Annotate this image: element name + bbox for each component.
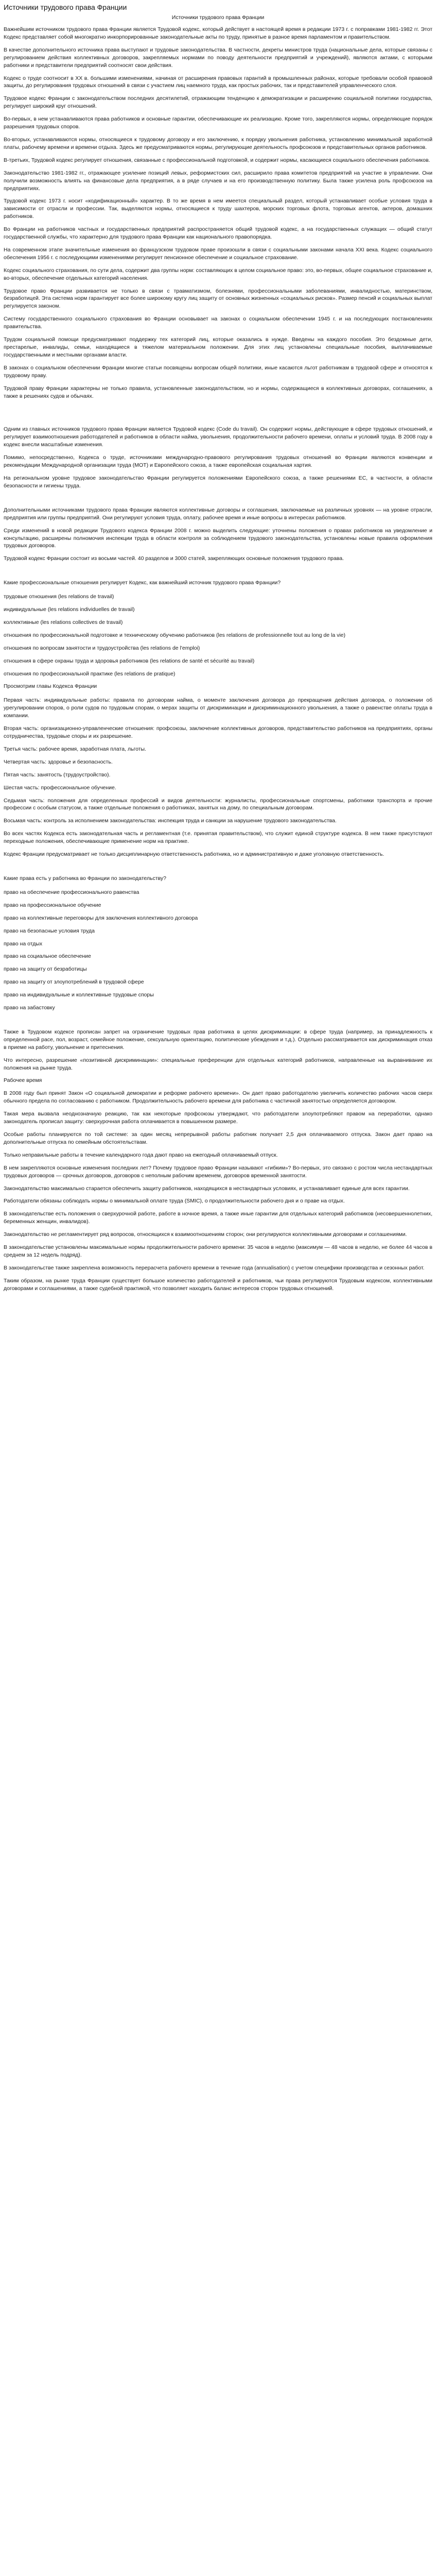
relations-list	[4, 593, 432, 677]
paragraph: Систему государственного социального страхования во Франции основывает на законах о социальном обеспечении 1945 г. и на последующих постановлениях правительства.	[4, 316, 432, 330]
paragraph: Кодекс социального страхования, по сути дела, содержит два группы норм: составляющих в целом социальное право: это, во-первых, общее социальное страхование и, во-вторых, обеспечение отдельных категорий населения.	[4, 267, 432, 281]
paragraph: Во Франции на работников частных и государственных предприятий распространяется общий трудовой кодекс, а на государственных служащих — общий статут государственной службы, что характерно для трудового права Франции как национального правопорядка.	[4, 226, 432, 241]
paragraph: Шестая часть: профессиональное обучение.	[4, 784, 116, 791]
question-heading: Какие профессиональные отношения регулирует Кодекс, как важнейший источник трудового права Франции?	[4, 580, 281, 586]
paragraph: Дополнительными источниками трудового права Франции являются коллективные договоры и соглашения, заключаемые на различных уровнях — на уровне отрасли, предприятия или группы предприятий. Они регулируют условия труда, оплату, рабочее время и иные вопросы в интересах работников.	[4, 506, 432, 521]
rights-list	[4, 889, 432, 1012]
list-item: отношения по профессиональной подготовке и техническому обучению работников (les relations de professionnelle tout au long de la vie)	[4, 632, 345, 638]
list-item: трудовые отношения (les relations de travail)	[4, 594, 114, 600]
paragraph: Трудовой праву Франции характерны не только правила, установленные законодательством, но и нормы, содержащиеся в коллективных договорах, соглашениях, а также в решениях судов и обычаях.	[4, 385, 432, 399]
list-item: право на коллективные переговоры для заключения коллективного договора	[4, 914, 198, 921]
paragraph: Трудом социальной помощи предусматривают поддержку тех категорий лиц, которые оказались в нужде. Введены на каждого пособия. Это бездомные дети, престарелые, инвалиды, семьи, находящиеся в тяжелом материальном положении. Для этих лиц установлены специальные пособия, выплачиваемые государственными и местными органами власти.	[4, 336, 432, 358]
list-item: право на защиту от безработицы	[4, 966, 87, 973]
paragraph: Вторая часть: организационно-управленческие отношения: профсоюзы, заключение коллективных договоров, представительство работников на предприятиях, органы сотрудничества, трудовые споры и их разрешение.	[4, 725, 432, 739]
paragraph: Законодательство 1981-1982 гг., отражающее усиление позиций левых, реформистских сил, расширило права комитетов предприятий на участие в управлении. Они получили возможность влиять на финансовые дела предприятия, а в ряде случаев и на его производственную политику. Была также усилена роль профсоюзов на предприятиях.	[4, 170, 432, 192]
list-item: право на индивидуальные и коллективные трудовые споры	[4, 992, 154, 998]
middle-section	[4, 426, 432, 489]
paragraph: В-третьих, Трудовой кодекс регулирует отношения, связанные с профессиональной подготовкой, и содержит нормы, касающиеся социального обеспечения работников.	[4, 157, 430, 163]
paragraph: Таким образом, на рынке труда Франции существует большое количество работодателей и работников, чьи права регулируются Трудовым кодексом, коллективными договорами и соглашениями, а также судебной практикой, что позволяет находить баланс интересов сторон трудовых отношений.	[4, 1277, 432, 1292]
paragraph: Во всех частях Кодекса есть законодательная часть и регламентная (т.е. принятая правительством), что служит единой структуре кодекса. В нем также присутствуют переходные положения, обеспечивающие применение норм на практике.	[4, 831, 432, 845]
paragraph: Первая часть: индивидуальные работы: правила по договорам найма, о моменте заключения договора до прекращения действия договора, о положении об урегулировании споров, о роли судов по трудовым спорам, о мерах защиты от дискриминации и дискриминационного увольнения, а также о равенстве оплаты труда в компании.	[4, 697, 432, 719]
list-item: право на социальное обеспечение	[4, 953, 91, 960]
paragraph: На региональном уровне трудовое законодательство Франции регулируется положениями Европейского союза, а также решениями ЕС, в частности, в области безопасности и гигиены труда.	[4, 474, 432, 489]
paragraph: В 2008 году был принят Закон «О социальной демократии и реформе рабочего времени». Он дает право работодателю увеличить количество рабочих часов сверх обычного предела по согласованию с работником. Продолжительность рабочего времени для работника с частичной занятостью определяется договором.	[4, 1090, 432, 1105]
list-item: право на безопасные условия труда	[4, 927, 95, 934]
list-item: отношения в сфере охраны труда и здоровья работников (les relations de santé et sécurité au travail)	[4, 657, 255, 664]
paragraph: В законодательстве есть положения о сверхурочной работе, работе в ночное время, а также иные гарантии для отдельных категорий работников (несовершеннолетних, беременных женщин, инвалидов).	[4, 1211, 432, 1225]
paragraph: В законодательстве установлены максимальные нормы продолжительности рабочего времени: 35 часов в неделю (максимум — 48 часов в неделю, не более 44 часов в среднем за 12 недель подряд).	[4, 1244, 432, 1258]
paragraph: Особые работы планируются по той системе: за один месяц непрерывной работы работник получает 2,5 дня оплачиваемого отпуска. Закон дает право на дополнительные отпуска по семейным обстоятельствам.	[4, 1131, 432, 1145]
paragraph: На современном этапе значительные изменения во французском трудовом праве произошли в связи с социальными законами начала XXI века. Кодекс социального обеспечения 1956 г. с последующими изменениями регулирует пенсионное обеспечение и социальное страхование.	[4, 246, 432, 261]
paragraph: Во-первых, в нем устанавливаются права работников и основные гарантии, обеспечивающие их реализацию. Кроме того, закрепляются нормы, определяющие порядок разрешения трудовых споров.	[4, 116, 432, 130]
paragraph: Работодатели обязаны соблюдать нормы о минимальной оплате труда (SMIC), о продолжительности рабочего дня и о праве на отдых.	[4, 1198, 345, 1205]
paragraph: Трудовой кодекс Франции состоит из восьми частей. 40 разделов и 3000 статей, закрепляющих основные положения трудового права.	[4, 555, 344, 562]
list-item: индивидуальные (les relations individuelles de travail)	[4, 606, 135, 613]
paragraph: Во-вторых, устанавливаются нормы, относящиеся к трудовому договору и его заключению, к порядку увольнения работника, установлению минимальной заработной платы, рабочему времени и времени отдыха. Здесь же предусматриваются нормы, регулирующие деятельность профсоюзов и представительных органов работников.	[4, 136, 432, 150]
paragraph: В законодательстве также закреплена возможность перерасчета рабочего времени в течение года (annualisation) с учетом специфики производства и сезонных работ.	[4, 1264, 425, 1271]
question-heading: Какие права есть у работника во Франции по законодательству?	[4, 875, 166, 882]
paragraph: Седьмая часть: положения для определенных профессий и видов деятельности: журналисты, профессиональные спортсмены, работники транспорта и прочие профессии с особым статусом, а также отдельные положения о работниках, занятых на дому, по специальным договорам.	[4, 797, 432, 811]
list-item: право на отдых	[4, 940, 43, 947]
list-item: право на защиту от злоупотреблений в трудовой сфере	[4, 979, 144, 986]
list-item: право на профессиональное обучение	[4, 902, 101, 908]
list-item: право на забастовку	[4, 1005, 55, 1011]
paragraph: В нем закрепляются основные изменения последних лет? Почему трудовое право Франции называют «гибким»? Во-первых, это связано с ростом числа нестандартных трудовых договоров — срочных договоров, договоров с неполным рабочим временем, договоров временной занятости.	[4, 1164, 432, 1179]
intro-section	[4, 26, 432, 400]
list-item: право на обеспечение профессионального равенства	[4, 889, 139, 895]
paragraph: Законодательство максимально старается обеспечить защиту работников, находящихся в нестандартных условиях, и устанавливает единые для всех гарантии.	[4, 1185, 410, 1192]
middle2-section	[4, 506, 432, 563]
paragraph: Кодекс о труде соотносит в XX в. большими изменениями, начиная от расширения правовых гарантий в промышленных районах, которые требовали особой правовой защиты, до регулирования трудовых отношений в связи с участием лиц наемного труда, как простых рабочих, так и представителей управленческого слоя.	[4, 75, 432, 89]
paragraph: Помимо, непосредственно, Кодекса о труде, источниками международно-правового регулирования трудовых отношений во Франции являются конвенции и рекомендации Международной организации труда (МОТ) и Европейского союза, а также европейская социальная хартия.	[4, 454, 432, 469]
question-heading: Просмотрим главы Кодекса Франции	[4, 683, 97, 690]
list-item: отношения по профессиональной практике (les relations de pratique)	[4, 670, 176, 677]
paragraph: Такая мера вызвала неоднозначную реакцию, так как некоторые профсоюзы утверждают, что работодатели злоупотребляют правом на переработки, однако законодатель прописал защиту: сверхурочная работа оплачивается в повышенном размере.	[4, 1111, 432, 1125]
paragraph: Рабочее время	[4, 1077, 42, 1084]
paragraph: Пятая часть: занятость (трудоустройство).	[4, 771, 111, 778]
page-title: Источники трудового права Франции	[4, 3, 127, 11]
paragraph: Четвертая часть: здоровье и безопасность.	[4, 758, 113, 765]
paragraph: Также в Трудовом кодексе прописан запрет на ограничение трудовых прав работника в целях дискриминации: в сфере труда (например, за принадлежность к определенной расе, пол, возраст, семейное положение, сексуальную ориентацию, политические убеждения и т.д.). Отдельно рассматривается как дискриминация отказ в приеме на работу, увольнение и притеснения.	[4, 1028, 432, 1050]
paragraph: Что интересно, разрешение «позитивной дискриминации»: специальные преференции для отдельных категорий работников, направленные на выравнивание их положения на рынке труда.	[4, 1057, 432, 1071]
paragraph: Трудовой кодекс 1973 г. носит «кодификационный» характер. В то же время в нем имеется специальный раздел, который устанавливает особые условия труда в зависимости от отрасли и профессии. Так, выделяются нормы, относящиеся к труду шахтеров, морских торговых флота, торговых агентов, актеров, домашних работников.	[4, 198, 432, 220]
list-item: коллективные (les relations collectives de travail)	[4, 619, 123, 625]
closing-section	[4, 1028, 432, 1293]
paragraph: Третья часть: рабочее время, заработная плата, льготы.	[4, 745, 146, 752]
paragraph: Восьмая часть: контроль за исполнением законодательства: инспекция труда и санкции за нарушение трудового законодательства.	[4, 818, 337, 824]
paragraph: В законах о социальном обеспечении Франции многие статьи посвящены вопросам общей политики, иные касаются льгот работникам в трудовой сфере и относятся к трудовому праву.	[4, 364, 432, 379]
paragraph: Кодекс Франции предусматривает не только дисциплинарную ответственность работника, но и административную и даже уголовную ответственность.	[4, 851, 385, 858]
document-subtitle: Источники трудового права Франции	[171, 14, 265, 21]
paragraph: Только неправильные работы в течение календарного года дают право на ежегодный оплачиваемый отпуск.	[4, 1151, 278, 1158]
list-item: отношения по вопросам занятости и трудоустройства (les relations de l'emploi)	[4, 645, 200, 651]
paragraph: Трудовое право Франции развивается не только в связи с травматизмом, болезнями, профессиональными заболеваниями, инвалидностью, материнством, безработицей. Эта система норм гарантирует все более широкому кругу лиц защиту от основных жизненных «социальных рисков». Размер пенсий и социальных выплат регулируется законом.	[4, 287, 432, 310]
code-parts-section	[4, 697, 432, 858]
paragraph: В качестве дополнительного источника права выступают и трудовые законодательства. В частности, декреты министров труда (национальные дела, которые связаны с регулированием действия коллективных договоров, закрепляемых нормами по поводу деятельности предприятий и учреждений), являются актами, с которыми работники и представители предприятий соотносят свои действия.	[4, 46, 432, 69]
paragraph: Среди изменений в новой редакции Трудового кодекса Франции 2008 г. можно выделить следующие: уточнены положения о правах работников на уведомление и консультацию, расширены полномочия инспекции труда в области контроля за соблюдением трудового законодательства, установлены новые правила оформления трудовых договоров.	[4, 527, 432, 549]
paragraph: Важнейшим источником трудового права Франции является Трудовой кодекс, который действует в настоящей время в редакции 1973 г. с поправками 1981-1982 гг. Этот Кодекс представляет собой многократно инкорпорированные законодательные акты по труду, принятые в разное время парламентом и правительством.	[4, 26, 432, 40]
paragraph: Трудовое кодекс Франции с законодательством последних десятилетий, отражающим тенденцию к демократизации и расширению социальной политики государства, регулирует широкий круг отношений.	[4, 95, 432, 110]
paragraph: Законодательство не регламентирует ряд вопросов, относящихся к взаимоотношениям сторон; они регулируются коллективными договорами и соглашениями.	[4, 1231, 407, 1238]
paragraph: Одним из главных источников трудового права Франции является Трудовой кодекс (Code du travail). Он содержит нормы, действующие в сфере трудовых отношений, и регулирует взаимоотношения работодателей и работников в области найма, увольнения, продолжительности рабочего времени, оплаты и условий труда. В 2008 году в кодекс внесли масштабные изменения.	[4, 426, 432, 448]
